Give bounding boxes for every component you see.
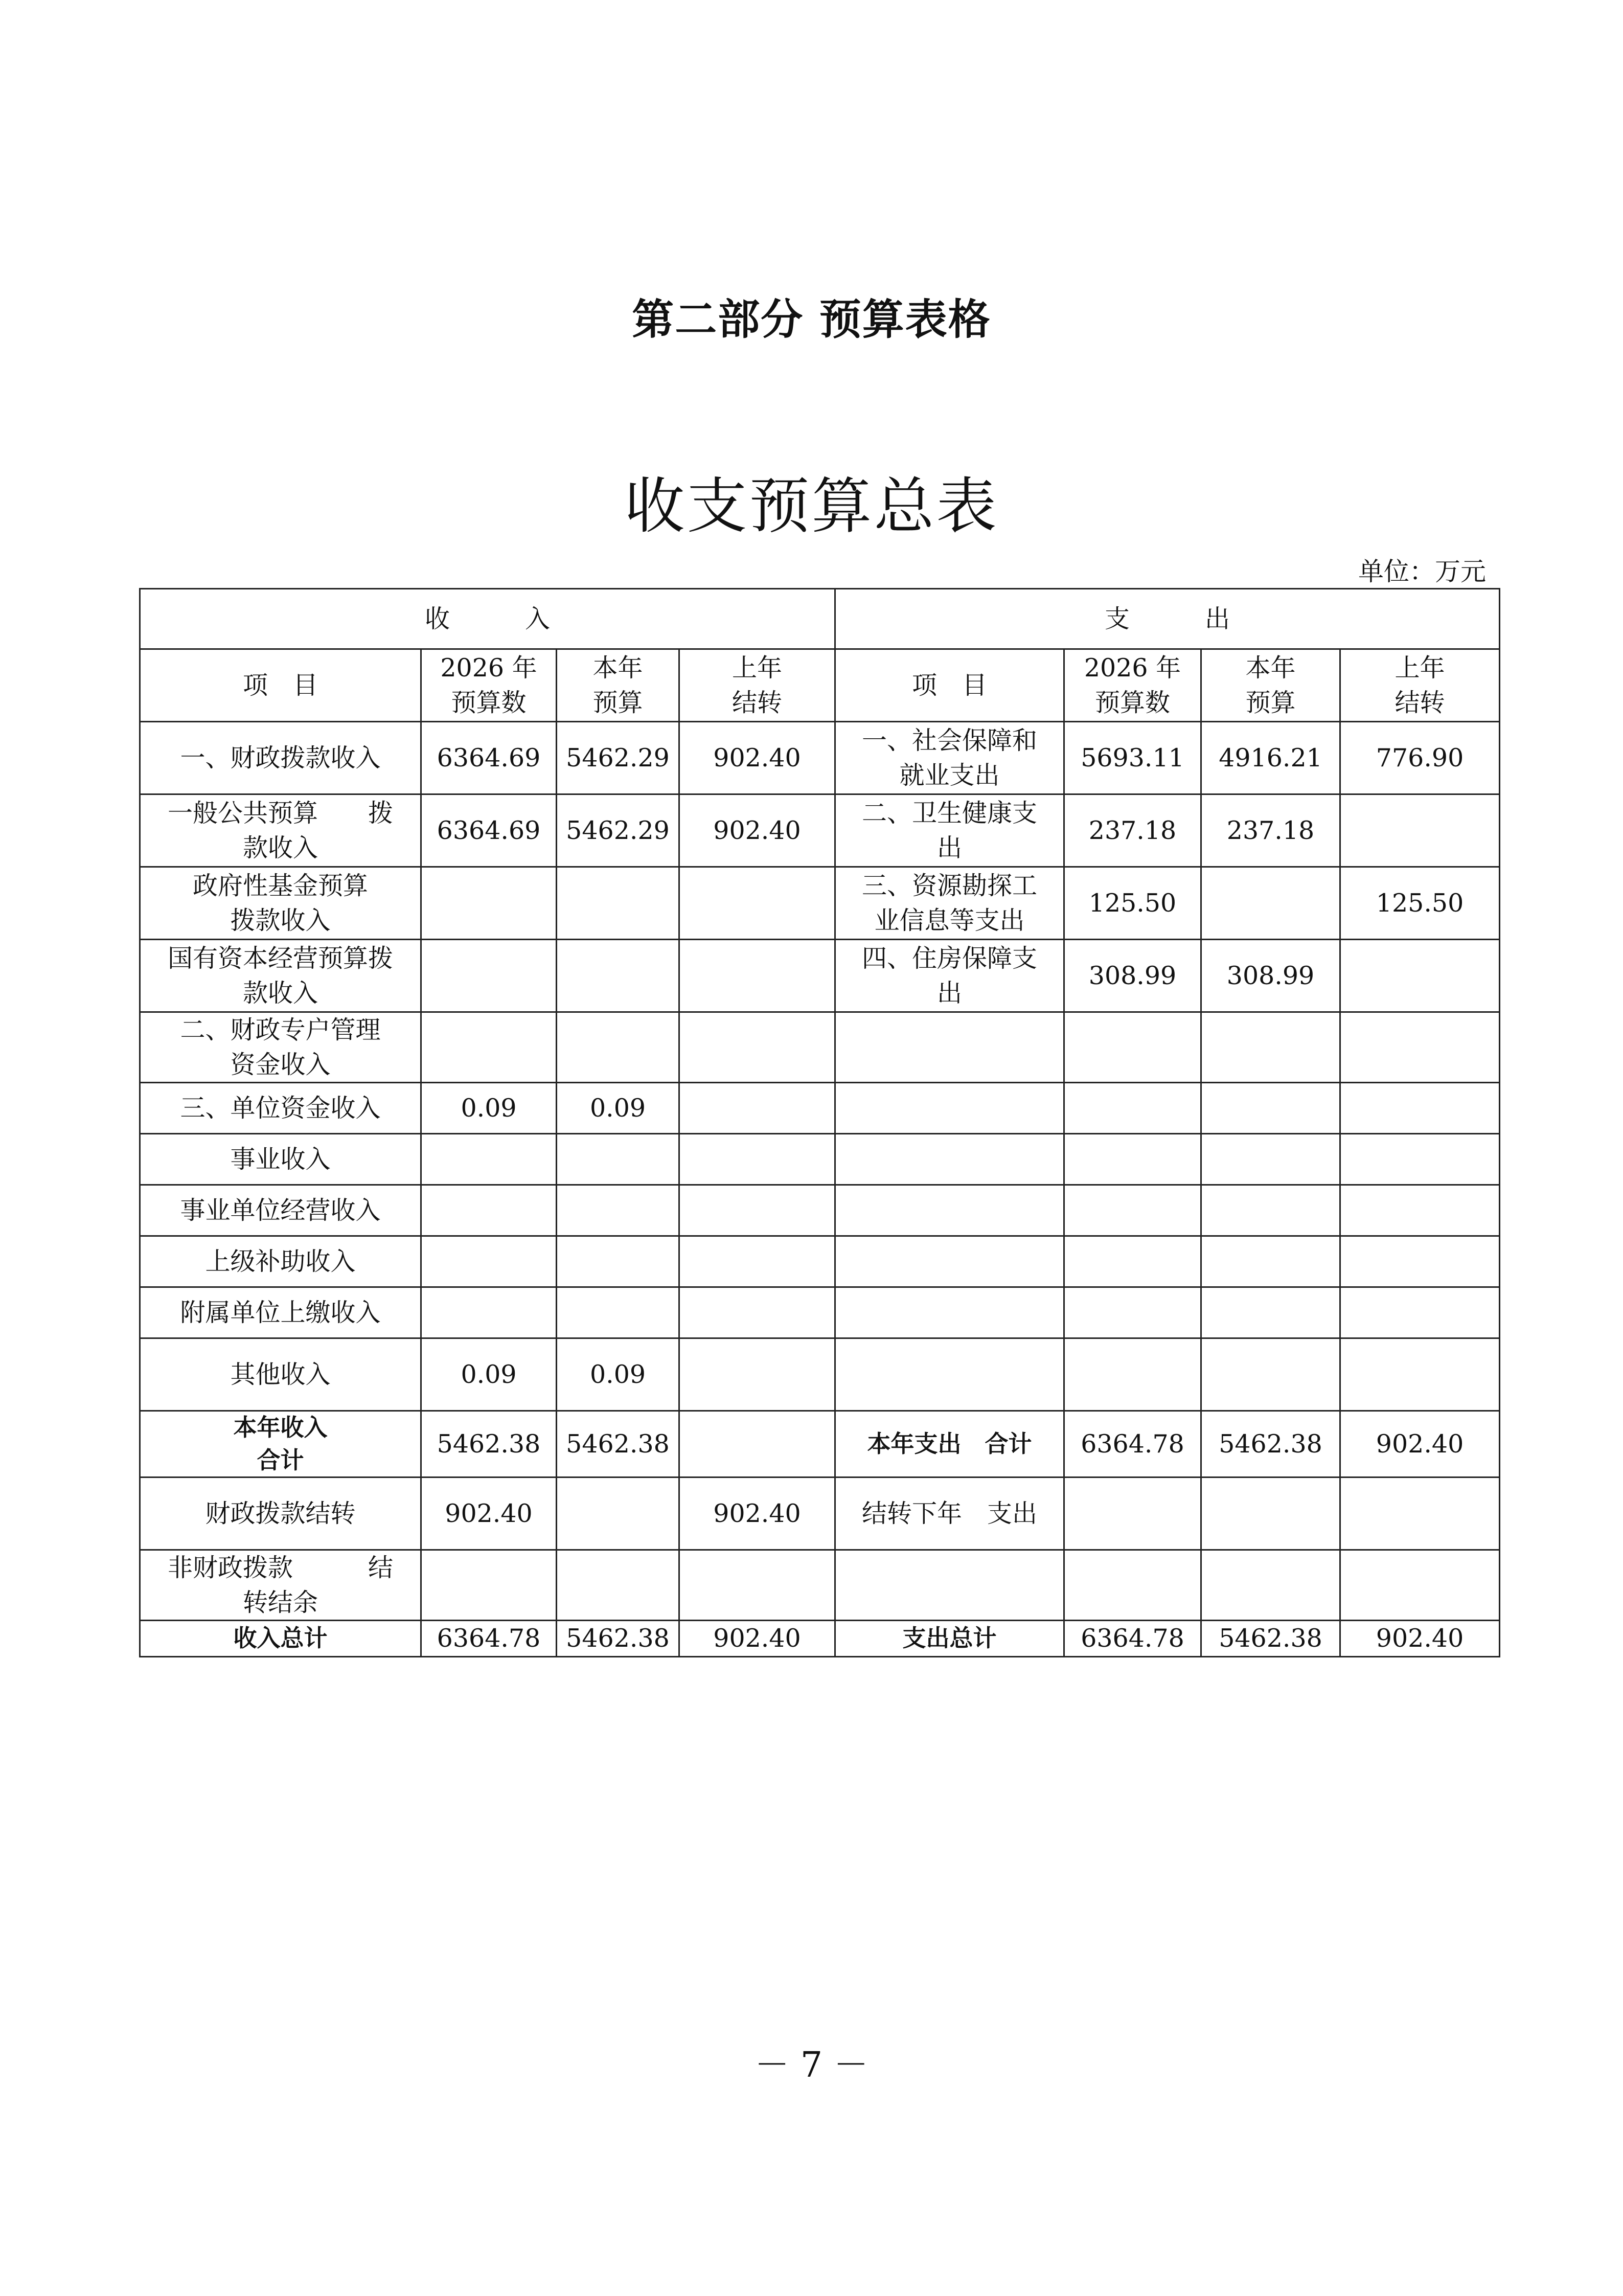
income-carryover-cell: 902.40 bbox=[679, 1621, 835, 1657]
table-row bbox=[140, 1338, 1500, 1411]
expense-item-cell: 一、社会保障和 就业支出 bbox=[835, 722, 1064, 794]
expense-item-cell bbox=[835, 1185, 1064, 1236]
table-row bbox=[140, 1477, 1500, 1550]
income-current-cell bbox=[557, 1134, 679, 1185]
income-total-cell bbox=[421, 867, 557, 940]
expense-carryover-cell: 902.40 bbox=[1340, 1621, 1500, 1657]
income-item-cell: 国有资本经营预算拨 款收入 bbox=[140, 940, 421, 1012]
income-item-cell: 三、单位资金收入 bbox=[140, 1083, 421, 1134]
income-item-cell: 二、财政专户管理 资金收入 bbox=[140, 1012, 421, 1083]
expense-current-cell: 5462.38 bbox=[1201, 1621, 1340, 1657]
table-row bbox=[140, 867, 1500, 940]
income-carryover-cell bbox=[679, 1083, 835, 1134]
part-title: 第二部分 预算表格 bbox=[632, 295, 991, 344]
expense-total-cell: 308.99 bbox=[1064, 940, 1201, 1012]
income-carryover-cell: 902.40 bbox=[679, 1477, 835, 1550]
income-current-cell: 0.09 bbox=[557, 1338, 679, 1411]
expense-current-cell: 308.99 bbox=[1201, 940, 1340, 1012]
expense-current-cell: 5462.38 bbox=[1201, 1411, 1340, 1477]
income-item-cell: 上级补助收入 bbox=[140, 1236, 421, 1287]
expense-total-cell bbox=[1064, 1287, 1201, 1338]
expense-item-cell: 支出总计 bbox=[835, 1621, 1064, 1657]
expense-carryover-cell bbox=[1340, 794, 1500, 867]
expense-col-header-total: 2026 年 预算数 bbox=[1064, 649, 1201, 722]
income-col-header-total: 2026 年 预算数 bbox=[421, 649, 557, 722]
income-current-cell bbox=[557, 1185, 679, 1236]
column-header-row bbox=[140, 649, 1500, 722]
table-row bbox=[140, 940, 1500, 1012]
income-carryover-cell bbox=[679, 867, 835, 940]
table-row bbox=[140, 1083, 1500, 1134]
income-total-cell: 0.09 bbox=[421, 1083, 557, 1134]
expense-col-header-carryover: 上年 结转 bbox=[1340, 649, 1500, 722]
expense-item-cell: 三、资源勘探工 业信息等支出 bbox=[835, 867, 1064, 940]
expense-total-cell bbox=[1064, 1185, 1201, 1236]
income-carryover-cell bbox=[679, 1287, 835, 1338]
income-carryover-cell bbox=[679, 1338, 835, 1411]
expense-item-cell bbox=[835, 1287, 1064, 1338]
income-item-cell: 一、财政拨款收入 bbox=[140, 722, 421, 794]
expense-item-cell bbox=[835, 1134, 1064, 1185]
income-carryover-cell bbox=[679, 1236, 835, 1287]
expense-carryover-cell bbox=[1340, 1550, 1500, 1621]
expense-header: 支 出 bbox=[835, 589, 1500, 649]
income-carryover-cell bbox=[679, 1550, 835, 1621]
expense-total-cell: 5693.11 bbox=[1064, 722, 1201, 794]
expense-item-cell: 二、卫生健康支 出 bbox=[835, 794, 1064, 867]
expense-current-cell bbox=[1201, 1477, 1340, 1550]
table-title: 收支预算总表 bbox=[624, 471, 999, 541]
income-carryover-cell bbox=[679, 1134, 835, 1185]
expense-current-cell bbox=[1201, 1083, 1340, 1134]
expense-current-cell bbox=[1201, 867, 1340, 940]
income-item-cell: 附属单位上缴收入 bbox=[140, 1287, 421, 1338]
expense-item-cell: 本年支出 合计 bbox=[835, 1411, 1064, 1477]
expense-carryover-cell bbox=[1340, 1338, 1500, 1411]
table-row bbox=[140, 1411, 1500, 1477]
expense-carryover-cell: 902.40 bbox=[1340, 1411, 1500, 1477]
income-carryover-cell: 902.40 bbox=[679, 722, 835, 794]
expense-total-cell bbox=[1064, 1477, 1201, 1550]
income-item-cell: 事业收入 bbox=[140, 1134, 421, 1185]
table-row bbox=[140, 1621, 1500, 1657]
income-item-cell: 非财政拨款 结 转结余 bbox=[140, 1550, 421, 1621]
expense-total-cell bbox=[1064, 1134, 1201, 1185]
income-col-header-carryover: 上年 结转 bbox=[679, 649, 835, 722]
expense-carryover-cell bbox=[1340, 1287, 1500, 1338]
expense-total-cell: 237.18 bbox=[1064, 794, 1201, 867]
expense-item-cell bbox=[835, 1550, 1064, 1621]
expense-total-cell: 6364.78 bbox=[1064, 1621, 1201, 1657]
expense-carryover-cell bbox=[1340, 1185, 1500, 1236]
income-item-cell: 政府性基金预算 拨款收入 bbox=[140, 867, 421, 940]
expense-total-cell bbox=[1064, 1550, 1201, 1621]
income-col-header-item: 项 目 bbox=[140, 649, 421, 722]
table-row bbox=[140, 1134, 1500, 1185]
income-item-cell: 其他收入 bbox=[140, 1338, 421, 1411]
expense-current-cell bbox=[1201, 1550, 1340, 1621]
income-total-cell: 5462.38 bbox=[421, 1411, 557, 1477]
expense-total-cell bbox=[1064, 1236, 1201, 1287]
income-item-cell: 财政拨款结转 bbox=[140, 1477, 421, 1550]
section-header-row bbox=[140, 589, 1500, 649]
table-row bbox=[140, 1550, 1500, 1621]
table-row bbox=[140, 722, 1500, 794]
expense-carryover-cell bbox=[1340, 1477, 1500, 1550]
expense-current-cell bbox=[1201, 1236, 1340, 1287]
income-carryover-cell bbox=[679, 1185, 835, 1236]
expense-total-cell bbox=[1064, 1012, 1201, 1083]
income-item-cell: 收入总计 bbox=[140, 1621, 421, 1657]
expense-current-cell bbox=[1201, 1185, 1340, 1236]
income-carryover-cell bbox=[679, 940, 835, 1012]
income-carryover-cell bbox=[679, 1411, 835, 1477]
income-item-cell: 一般公共预算 拨 款收入 bbox=[140, 794, 421, 867]
income-carryover-cell: 902.40 bbox=[679, 794, 835, 867]
expense-item-cell: 结转下年 支出 bbox=[835, 1477, 1064, 1550]
income-current-cell bbox=[557, 1236, 679, 1287]
expense-carryover-cell bbox=[1340, 1236, 1500, 1287]
expense-item-cell: 四、住房保障支 出 bbox=[835, 940, 1064, 1012]
income-total-cell bbox=[421, 1550, 557, 1621]
income-total-cell bbox=[421, 1134, 557, 1185]
income-header: 收 入 bbox=[140, 589, 835, 649]
expense-carryover-cell bbox=[1340, 1083, 1500, 1134]
expense-current-cell: 237.18 bbox=[1201, 794, 1340, 867]
income-total-cell: 6364.69 bbox=[421, 794, 557, 867]
expense-carryover-cell bbox=[1340, 940, 1500, 1012]
expense-item-cell bbox=[835, 1083, 1064, 1134]
income-current-cell bbox=[557, 867, 679, 940]
income-item-cell: 事业单位经营收入 bbox=[140, 1185, 421, 1236]
expense-current-cell bbox=[1201, 1287, 1340, 1338]
income-total-cell bbox=[421, 1185, 557, 1236]
income-current-cell: 5462.38 bbox=[557, 1621, 679, 1657]
table-row bbox=[140, 1012, 1500, 1083]
income-total-cell bbox=[421, 940, 557, 1012]
income-total-cell: 902.40 bbox=[421, 1477, 557, 1550]
expense-item-cell bbox=[835, 1012, 1064, 1083]
income-item-cell: 本年收入 合计 bbox=[140, 1411, 421, 1477]
income-current-cell: 5462.38 bbox=[557, 1411, 679, 1477]
expense-current-cell bbox=[1201, 1012, 1340, 1083]
expense-carryover-cell: 125.50 bbox=[1340, 867, 1500, 940]
expense-total-cell: 125.50 bbox=[1064, 867, 1201, 940]
income-total-cell: 0.09 bbox=[421, 1338, 557, 1411]
expense-item-cell bbox=[835, 1236, 1064, 1287]
expense-total-cell bbox=[1064, 1083, 1201, 1134]
income-total-cell bbox=[421, 1236, 557, 1287]
unit-label: 单位：万元 bbox=[1358, 557, 1486, 586]
income-current-cell: 0.09 bbox=[557, 1083, 679, 1134]
budget-table bbox=[139, 588, 1500, 1657]
expense-current-cell bbox=[1201, 1134, 1340, 1185]
expense-carryover-cell bbox=[1340, 1012, 1500, 1083]
expense-item-cell bbox=[835, 1338, 1064, 1411]
table-row bbox=[140, 1185, 1500, 1236]
expense-total-cell: 6364.78 bbox=[1064, 1411, 1201, 1477]
expense-col-header-item: 项 目 bbox=[835, 649, 1064, 722]
expense-carryover-cell: 776.90 bbox=[1340, 722, 1500, 794]
income-col-header-current: 本年 预算 bbox=[557, 649, 679, 722]
income-total-cell bbox=[421, 1287, 557, 1338]
table-row bbox=[140, 794, 1500, 867]
page-number: － 7 － bbox=[755, 2045, 868, 2085]
expense-current-cell: 4916.21 bbox=[1201, 722, 1340, 794]
table-row bbox=[140, 1287, 1500, 1338]
expense-current-cell bbox=[1201, 1338, 1340, 1411]
income-total-cell bbox=[421, 1012, 557, 1083]
income-total-cell: 6364.78 bbox=[421, 1621, 557, 1657]
income-current-cell bbox=[557, 1012, 679, 1083]
income-current-cell bbox=[557, 1477, 679, 1550]
expense-col-header-current: 本年 预算 bbox=[1201, 649, 1340, 722]
table-row bbox=[140, 1236, 1500, 1287]
income-carryover-cell bbox=[679, 1012, 835, 1083]
income-current-cell bbox=[557, 940, 679, 1012]
expense-carryover-cell bbox=[1340, 1134, 1500, 1185]
income-current-cell: 5462.29 bbox=[557, 722, 679, 794]
income-current-cell: 5462.29 bbox=[557, 794, 679, 867]
income-total-cell: 6364.69 bbox=[421, 722, 557, 794]
expense-total-cell bbox=[1064, 1338, 1201, 1411]
income-current-cell bbox=[557, 1287, 679, 1338]
income-current-cell bbox=[557, 1550, 679, 1621]
